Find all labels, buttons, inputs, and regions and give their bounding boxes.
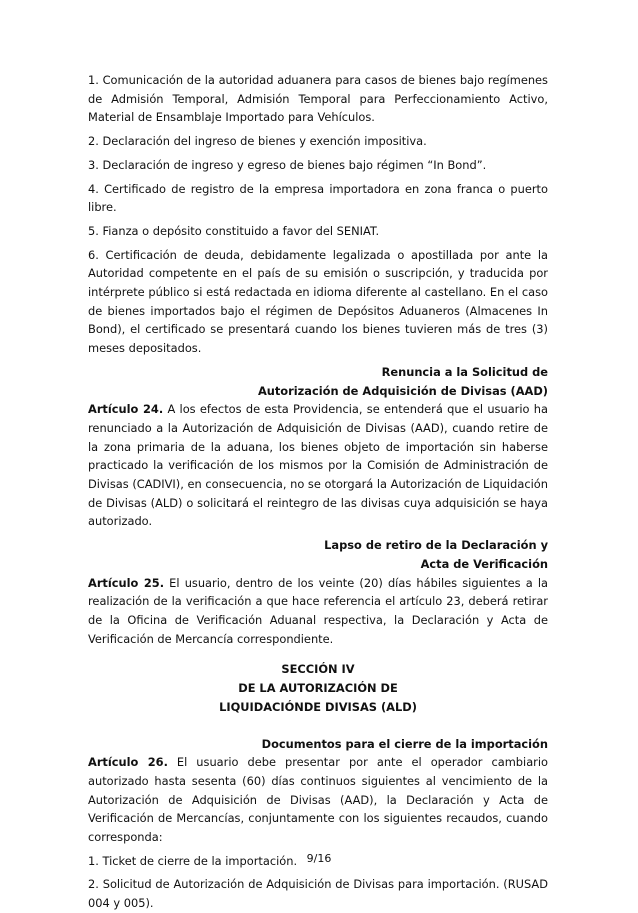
article-25-number: Artículo 25. [88, 575, 165, 590]
list-item: 2. Solicitud de Autorización de Adquisición de Divisas para importación. (RUSAD 004 y 005). [88, 877, 548, 911]
list-item: 4. Certificado de registro de la empresa importadora en zona franca o puerto libre. [88, 181, 548, 215]
list-item: 1. Ticket de cierre de la importación. [88, 853, 298, 868]
article-24-number: Artículo 24. [88, 402, 164, 417]
section-title-line-1: SECCIÓN IV [281, 662, 355, 677]
page-number: 9/16 [306, 852, 332, 865]
article-25-heading-line-1: Lapso de retiro de la Declaración y [324, 538, 548, 553]
article-24-paragraph [88, 400, 548, 531]
list-item: 6. Certificación de deuda, debidamente legalizada o apostillada por ante la Autoridad competente en el país de su emisión o suscripción, y traducida por intérprete público si está redactada en idioma diferente al castellano. En el caso de bienes importados bajo el régimen de Depósitos Aduaneros (Almacenes In Bond), el certificado se presentará cuando los bienes tuvieren más de tres (3) meses depositados. [88, 247, 548, 356]
article-26-number: Artículo 26. [88, 755, 168, 770]
list-item: 2. Declaración del ingreso de bienes y exención impositiva. [88, 134, 427, 149]
article-24-heading-line-2: Autorización de Adquisición de Divisas (AAD) [257, 383, 548, 398]
list-item: 5. Fianza o depósito constituido a favor del SENIAT. [88, 223, 380, 238]
page-content [88, 71, 548, 913]
article-25-paragraph [88, 574, 548, 649]
article-26-paragraph [88, 753, 548, 847]
article-25-text: El usuario, dentro de los veinte (20) días hábiles siguientes a la realización de la verificación a que hace referencia el artículo 23, deberá retirar de la Oficina de Verificación Aduanal respectiva, la Declaración y Acta de Verificación de Mercancía correspondiente. [88, 575, 548, 646]
article-24-heading-line-1: Renuncia a la Solicitud de [381, 364, 548, 379]
list-item: 3. Declaración de ingreso y egreso de bienes bajo régimen “In Bond”. [88, 157, 487, 172]
list-item: 1. Comunicación de la autoridad aduanera para casos de bienes bajo regímenes de Admisión Temporal, Admisión Temporal para Perfeccionamiento Activo, Material de Ensamblaje Importado para Vehículos. [88, 73, 548, 125]
article-24-text: A los efectos de esta Providencia, se entenderá que el usuario ha renunciado a la Autorización de Adquisición de Divisas (AAD), cuando retire de la zona primaria de la aduana, los bienes objeto de importación sin haberse practicado la verificación de los mismos por la Comisión de Administración de Divisas (CADIVI), en consecuencia, no se otorgará la Autorización de Liquidación de Divisas (ALD) o solicitará el reintegro de las divisas cuya adquisición se haya autorizado. [88, 402, 548, 529]
section-title-line-3: LIQUIDACIÓNDE DIVISAS (ALD) [219, 699, 417, 714]
article-25-heading-line-2: Acta de Verificación [420, 556, 548, 571]
article-26-heading: Documentos para el cierre de la importación [261, 736, 548, 751]
article-26-text: El usuario debe presentar por ante el operador cambiario autorizado hasta sesenta (60) días continuos siguientes al vencimiento de la Autorización de Adquisición de Divisas (AAD), la Declaración y Acta de Verificación de Mercancías, conjuntamente con los siguientes recaudos, cuando corresponda: [88, 755, 548, 845]
section-title-line-2: DE LA AUTORIZACIÓN DE [238, 681, 398, 696]
